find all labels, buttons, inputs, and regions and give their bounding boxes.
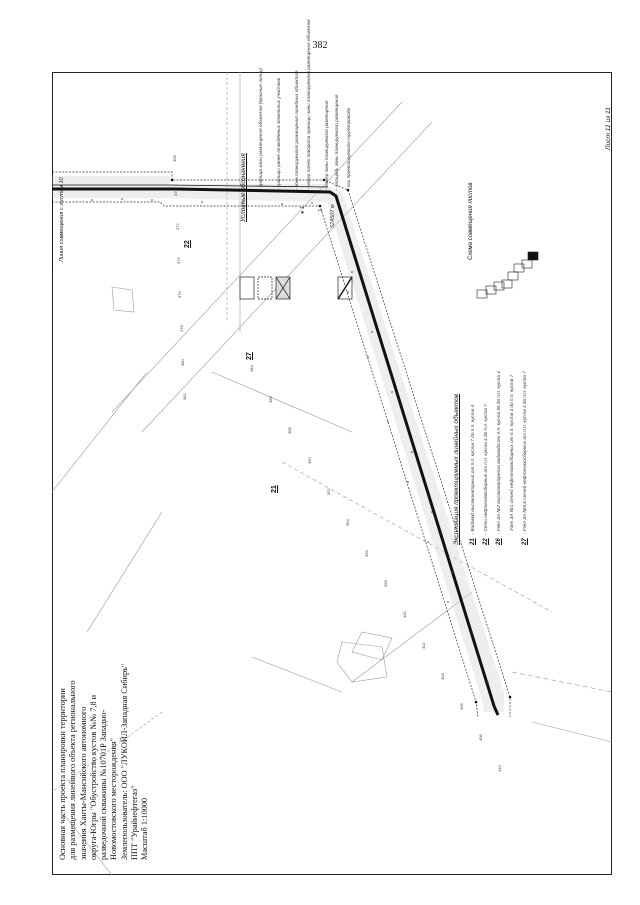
legend-symbol-zone-number: 1 (318, 208, 324, 212)
map-zone-code: 22 (184, 240, 191, 248)
legend-item: - ось проектируемого трубопровода (346, 107, 351, 190)
point-number-label: 394 (344, 519, 350, 526)
combine-line-label: Линия совмещения с листом 10 (59, 177, 65, 262)
existing-buildings (112, 287, 392, 682)
title-line: разведочной скважины №10701Р Западно- (99, 709, 109, 860)
point-number-label: 402 (420, 642, 426, 649)
explication-code: 26 (496, 538, 502, 545)
corridor-points (91, 198, 489, 683)
title-line: Новомостовского месторождения" (109, 738, 119, 860)
point-number-label: 374 (176, 257, 182, 265)
explication-code: 21 (470, 538, 476, 545)
point-number-label: 378 (178, 325, 184, 333)
explication-title: Экспликация проектируемых линейных объектов (453, 393, 460, 545)
explication-code: 27 (522, 538, 528, 545)
title-line: Землепользователь: ООО "ЛУКОЙЛ-Западная Сибирь" (119, 663, 129, 860)
point-number-label: 398 (382, 580, 388, 588)
legend-item: - зона планируемого размещения линейных объектов (294, 70, 299, 190)
title-line: округа-Югры "Обустройство кустов №№ 7,8 и (88, 694, 98, 860)
point-number-label: 368 (172, 155, 177, 162)
title-line: Основная часть проекта планировки территории (58, 688, 67, 860)
point-number-label: 386 (268, 396, 274, 403)
point-number-label: 392 (325, 488, 331, 496)
point-number-label: 370 (173, 189, 179, 196)
legend-item: - номер зоны планируемого размещения (324, 100, 329, 190)
point-number-label: 384 (249, 365, 255, 372)
title-line: ППТ "Урайнефтегаз" (130, 785, 140, 860)
scheme-title: Схема совмещения листов (468, 182, 474, 260)
legend-symbols (240, 277, 352, 299)
point-number-label: 382 (181, 393, 187, 401)
legend-symbol-area: 524507 м (330, 204, 336, 228)
point-number-label: 376 (177, 291, 183, 299)
sheet-scheme (477, 252, 538, 298)
page-number: 382 (312, 40, 328, 51)
point-number-label: 372 (174, 223, 180, 231)
legend-item: - граница зоны размещения объектов (красные линии) (258, 68, 263, 190)
title-block (58, 630, 151, 860)
legend-item: - номер точки поворота границы зоны планируемого размещения объектов (306, 19, 311, 190)
point-number-label: 390 (306, 457, 312, 465)
title-line: значения Ханты-Мансийского автономного (78, 706, 88, 860)
explication-item: 27- Узел ЗА №5,6 сетей нефтегазосборных от п.п. куста 4 до п.п. куста 7 (522, 371, 528, 545)
point-number-label: 406 (458, 703, 464, 711)
point-number-label: 380 (180, 359, 186, 367)
map-zone-code: 21 (271, 485, 278, 493)
point-number-label: 396 (363, 549, 369, 557)
title-line: для размещения линейного объекта регионального (68, 680, 78, 860)
legend-title: Условные обозначения (240, 153, 247, 222)
legend-symbol-point: ● 1 (300, 206, 306, 214)
scale-line: Масштаб 1:10000 (140, 797, 150, 860)
legend-item: - границы ранее отведённых земельных участков (276, 77, 281, 190)
explication-code: 22 (483, 538, 489, 545)
point-number-label: 408 (477, 734, 483, 742)
explication-item: 26- Узел ЗА №2 высоконапорного водовода от п.п. куста 55 до п.п. куста 4 (496, 371, 502, 545)
legend-item: - площадь зоны планируемого размещения (334, 94, 339, 190)
map-zone-code: 27 (246, 352, 253, 360)
explication-item: 22- Сети нефтегазосборные от п.п. куста 4 до п.п. куста 7 (483, 404, 489, 545)
sheet-label: Лист 11 из 11 (605, 107, 612, 150)
point-number-label: 400 (401, 611, 407, 619)
explication-item: Узел ЗА №1 сетей нефтегазосборных от п.п. куста 4 до п.п. куста 7 (509, 374, 514, 531)
point-number-label: 410 (497, 765, 502, 772)
explication-item: 21- Водовод высоконапорный от п.п. куста 7 до п.п. куста 4 (470, 404, 476, 545)
point-number-label: 404 (439, 673, 445, 680)
point-number-label: 388 (287, 426, 293, 434)
